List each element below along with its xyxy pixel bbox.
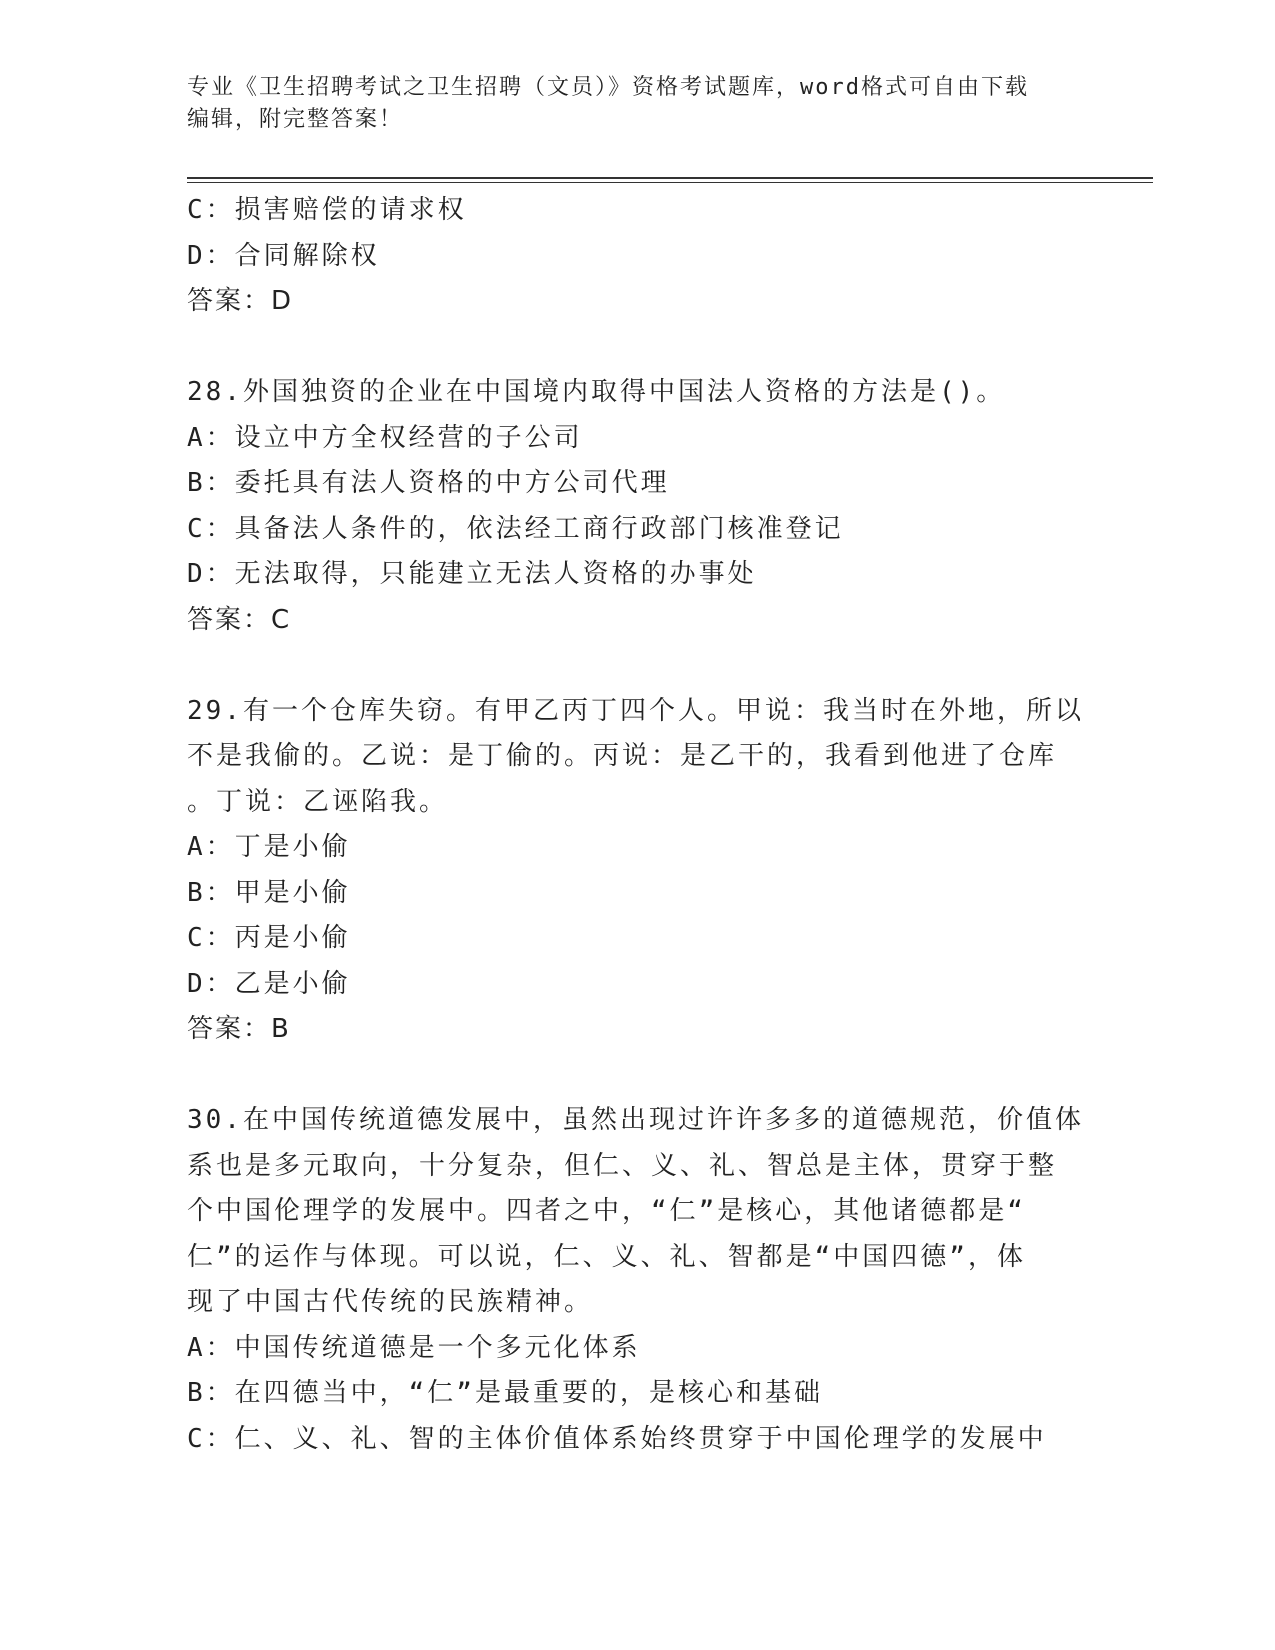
question-stem-line: 现了中国古代传统的民族精神。: [187, 1287, 594, 1317]
option-a: A：中国传统道德是一个多元化体系: [187, 1332, 641, 1363]
option-c: C：仁、义、礼、智的主体价值体系始终贯穿于中国伦理学的发展中: [187, 1423, 1047, 1454]
answer-label: 答案：B: [187, 1014, 291, 1044]
option-c: C：损害赔偿的请求权: [187, 195, 467, 225]
spacer: [187, 643, 1087, 689]
option-b: B：在四德当中，“仁”是最重要的，是核心和基础: [187, 1378, 823, 1408]
question-28: [187, 370, 1087, 643]
question-stem: 28.外国独资的企业在中国境内取得中国法人资格的方法是()。: [187, 377, 1006, 407]
question-stem-line: 系也是多元取向，十分复杂，但仁、义、礼、智总是主体，贯穿于整: [187, 1150, 1058, 1181]
spacer: [187, 1053, 1087, 1099]
question-stem-line: 个中国伦理学的发展中。四者之中，“仁”是核心，其他诸德都是“: [187, 1196, 1026, 1226]
option-c: C：具备法人条件的，依法经工商行政部门核准登记: [187, 513, 844, 544]
option-d: D：无法取得，只能建立无法人资格的办事处: [187, 559, 757, 589]
option-a: A：丁是小偷: [187, 832, 351, 862]
page-header: [187, 72, 1087, 136]
option-b: B：委托具有法人资格的中方公司代理: [187, 468, 670, 498]
answer-label: 答案：C: [187, 604, 292, 635]
header-title-line1: 专业《卫生招聘考试之卫生招聘（文员）》资格考试题库，word格式可自由下载: [187, 75, 1029, 100]
question-27-tail: [187, 188, 1087, 325]
option-a: A：设立中方全权经营的子公司: [187, 422, 583, 453]
question-stem-line: 30.在中国传统道德发展中，虽然出现过许许多多的道德规范，价值体: [187, 1105, 1084, 1135]
spacer: [187, 325, 1087, 371]
question-stem-line: 29.有一个仓库失窃。有甲乙丙丁四个人。甲说：我当时在外地，所以: [187, 695, 1084, 726]
option-b: B：甲是小偷: [187, 877, 351, 908]
question-stem-line: 不是我偷的。乙说：是丁偷的。丙说：是乙干的，我看到他进了仓库: [187, 741, 1058, 771]
option-d: D：乙是小偷: [187, 968, 351, 999]
question-30: [187, 1098, 1087, 1462]
option-d: D：合同解除权: [187, 240, 380, 271]
question-list: [187, 188, 1087, 1462]
header-title-line2: 编辑，附完整答案！: [187, 107, 404, 132]
question-stem-line: 仁”的运作与体现。可以说，仁、义、礼、智都是“中国四德”，体: [187, 1241, 1026, 1272]
question-stem-line: 。丁说：乙诬陷我。: [187, 786, 449, 817]
option-c: C：丙是小偷: [187, 923, 351, 953]
question-29: [187, 689, 1087, 1053]
header-divider: [187, 177, 1153, 183]
answer-label: 答案：D: [187, 286, 294, 316]
